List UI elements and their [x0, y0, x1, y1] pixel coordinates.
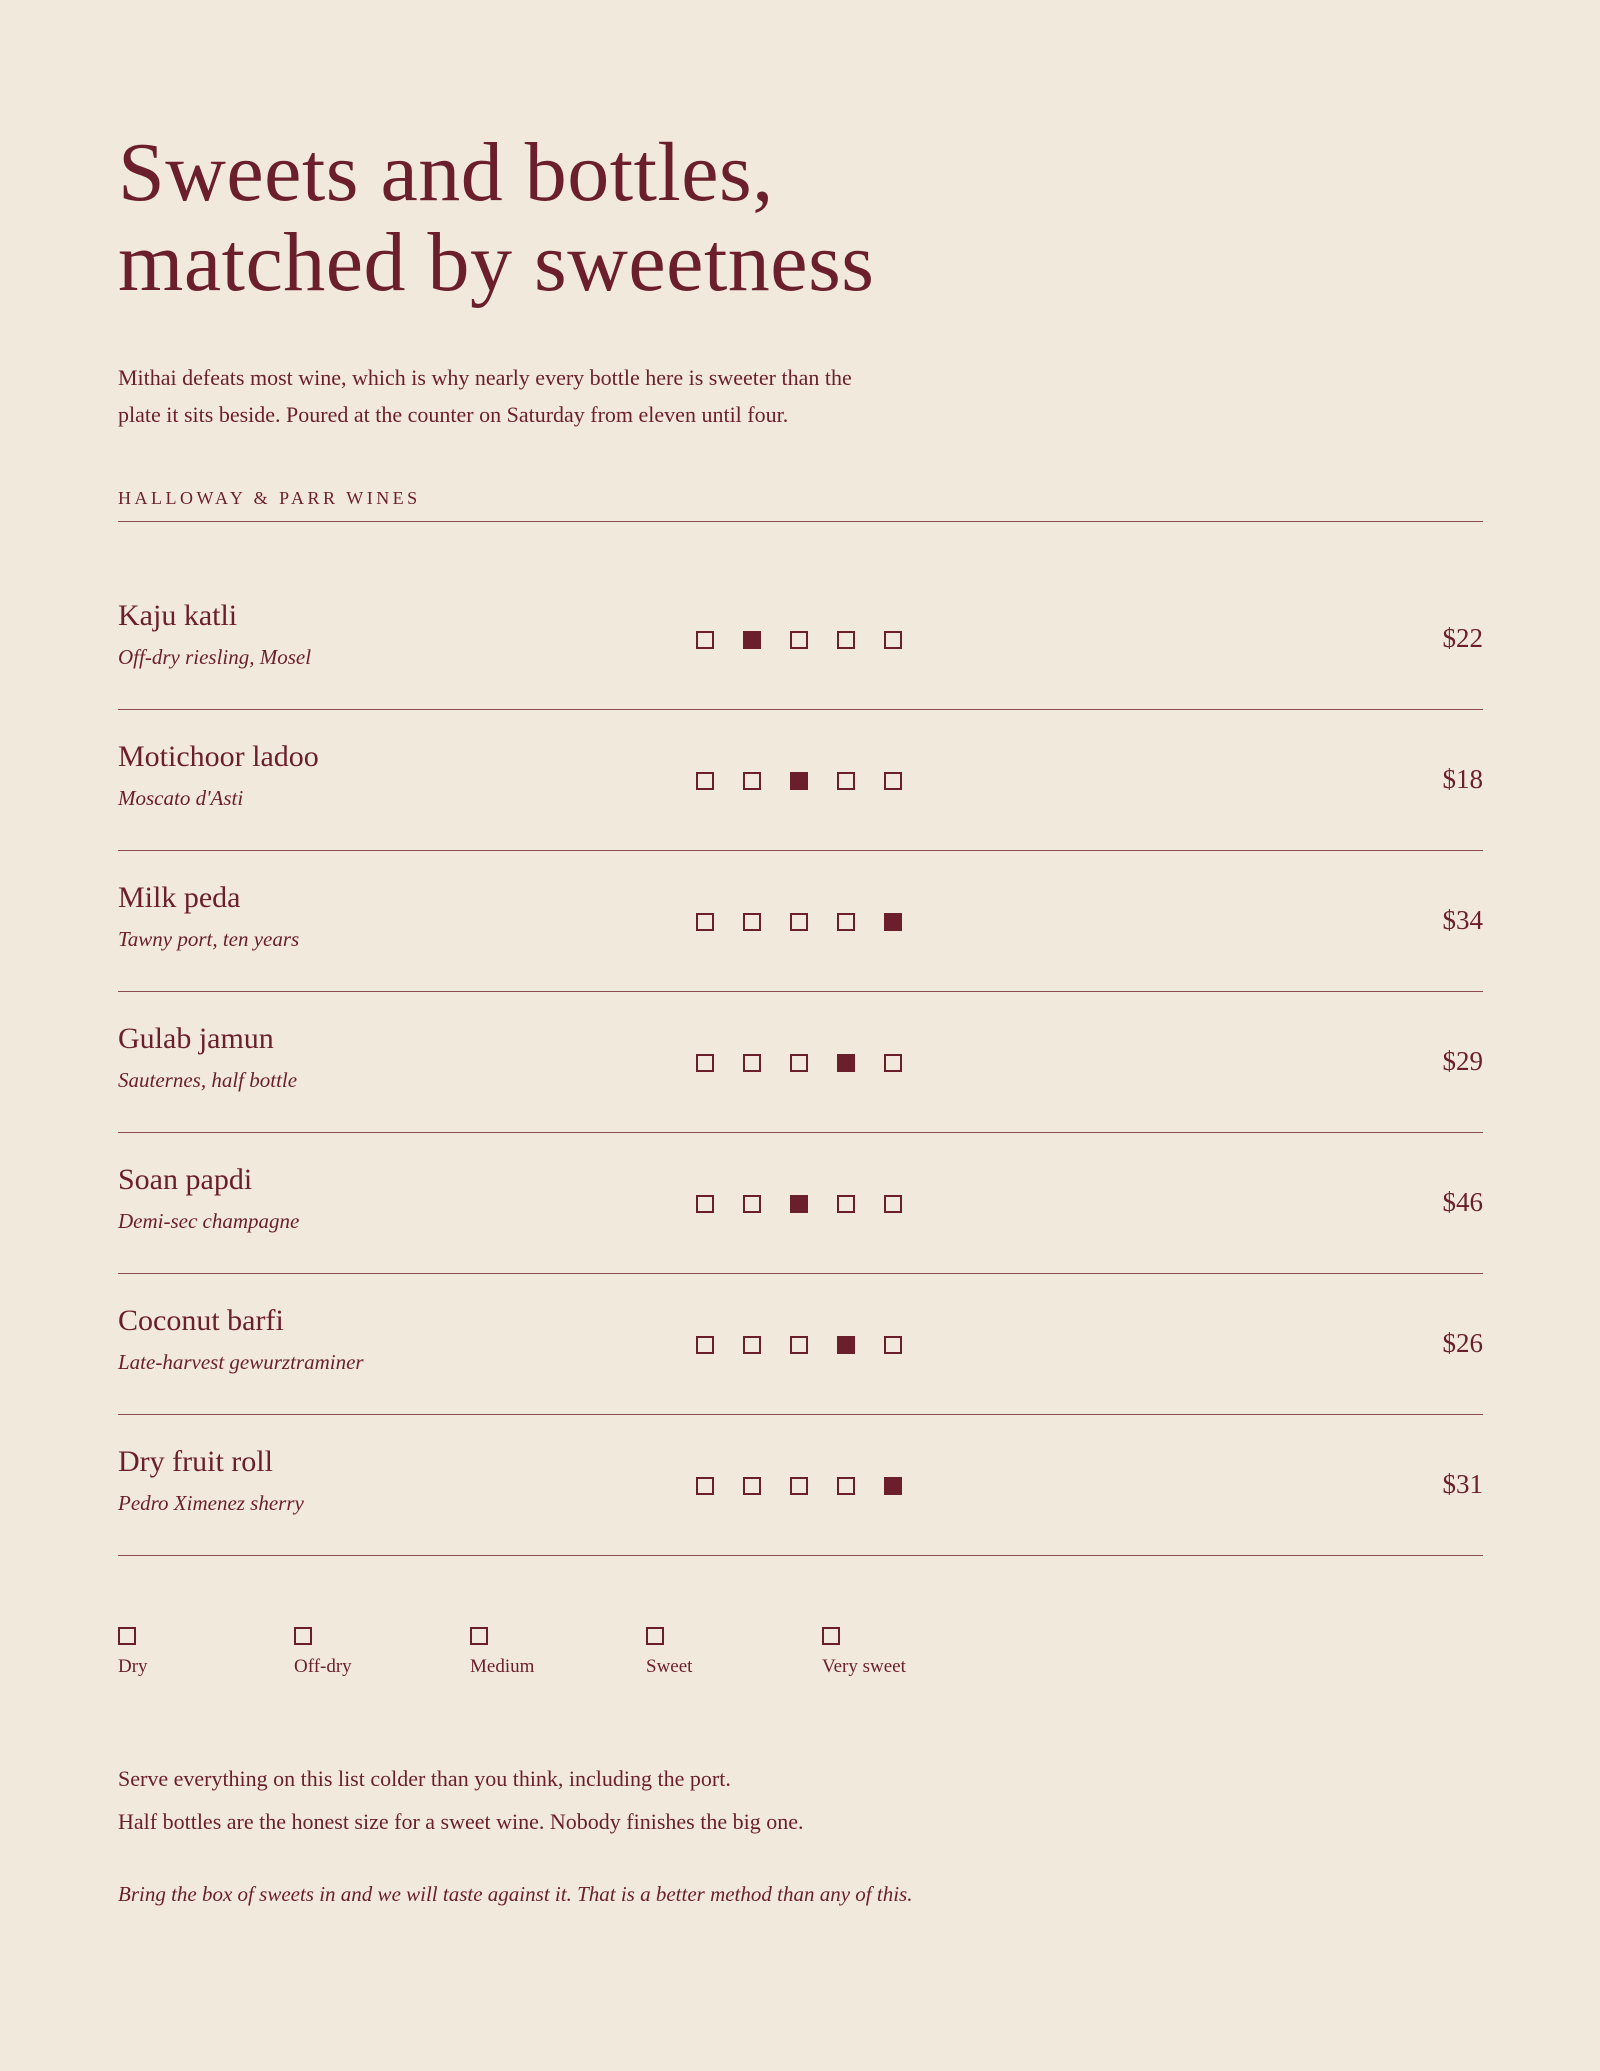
sweetness-marker-filled — [743, 631, 761, 649]
sweet-name: Coconut barfi — [118, 1304, 284, 1337]
sweetness-marker-filled — [790, 1195, 808, 1213]
serving-note-2: Half bottles are the honest size for a sweet wine. Nobody finishes the big one. — [118, 1809, 804, 1834]
wine-name: Pedro Ximenez sherry — [118, 1491, 304, 1515]
sweetness-marker-filled — [884, 913, 902, 931]
sweetness-marker-empty — [790, 631, 808, 649]
legend-label: Sweet — [646, 1656, 693, 1677]
serving-notes — [118, 1757, 803, 1843]
sweetness-marker-empty — [696, 1054, 714, 1072]
sweetness-marker-empty — [743, 1336, 761, 1354]
page-title-line-1: Sweets and bottles, — [118, 126, 774, 219]
wine-name: Tawny port, ten years — [118, 927, 300, 951]
page-title — [118, 128, 874, 308]
pairing-row — [118, 1274, 1483, 1415]
price: $46 — [1442, 1187, 1483, 1217]
legend-item — [646, 1627, 692, 1678]
sweet-name: Dry fruit roll — [118, 1445, 273, 1478]
pairing-list — [118, 522, 1483, 1556]
legend-label: Medium — [470, 1656, 535, 1677]
wine-name: Sauternes, half bottle — [118, 1068, 298, 1092]
sweetness-marker-empty — [743, 772, 761, 790]
sweetness-marker-empty — [790, 1477, 808, 1495]
sweetness-marker-filled — [790, 772, 808, 790]
sweetness-marker-empty — [696, 1336, 714, 1354]
sweet-name: Kaju katli — [118, 599, 238, 632]
price: $34 — [1442, 905, 1483, 935]
sweetness-marker-empty — [696, 913, 714, 931]
closing-note: Bring the box of sweets in and we will taste against it. That is a better method than any of this. — [118, 1882, 913, 1906]
sweetness-marker-empty — [790, 1336, 808, 1354]
sweetness-marker-empty — [743, 1054, 761, 1072]
price: $29 — [1442, 1046, 1483, 1076]
sweetness-marker-empty — [743, 1477, 761, 1495]
sweetness-marker-empty — [837, 913, 855, 931]
sweetness-marker-empty — [696, 631, 714, 649]
sweetness-scale — [696, 913, 931, 931]
sweet-name: Soan papdi — [118, 1163, 253, 1196]
sweetness-marker-empty — [696, 1477, 714, 1495]
sweetness-marker-empty — [884, 1195, 902, 1213]
pairing-row — [118, 522, 1483, 710]
sweetness-marker-empty — [837, 1195, 855, 1213]
sweetness-marker-empty — [884, 772, 902, 790]
page-title-line-2: matched by sweetness — [118, 216, 875, 309]
sweetness-scale — [696, 631, 931, 649]
pairing-row — [118, 1415, 1483, 1556]
sweetness-marker-empty — [884, 1336, 902, 1354]
intro-line-1: Mithai defeats most wine, which is why nearly every bottle here is sweeter than the — [118, 365, 852, 390]
wine-name: Moscato d'Asti — [118, 786, 244, 810]
legend-item — [822, 1627, 906, 1678]
sweetness-legend — [118, 1627, 1118, 1687]
section-kicker: HALLOWAY & PARR WINES — [118, 488, 421, 508]
sweetness-marker-empty — [790, 1054, 808, 1072]
legend-square-icon — [118, 1627, 136, 1645]
legend-label: Off-dry — [294, 1656, 352, 1677]
price: $26 — [1442, 1328, 1483, 1358]
legend-item — [470, 1627, 534, 1678]
legend-square-icon — [822, 1627, 840, 1645]
legend-square-icon — [294, 1627, 312, 1645]
sweetness-marker-filled — [837, 1054, 855, 1072]
legend-label: Dry — [118, 1656, 148, 1677]
sweet-name: Milk peda — [118, 881, 241, 914]
sweetness-marker-filled — [884, 1477, 902, 1495]
sweetness-marker-empty — [837, 1477, 855, 1495]
sweetness-scale — [696, 1054, 931, 1072]
sweetness-scale — [696, 1477, 931, 1495]
price: $22 — [1442, 623, 1483, 653]
sweetness-marker-empty — [790, 913, 808, 931]
pairing-row — [118, 851, 1483, 992]
wine-name: Off-dry riesling, Mosel — [118, 645, 312, 669]
sweetness-scale — [696, 1195, 931, 1213]
pairing-row — [118, 992, 1483, 1133]
sweet-name: Motichoor ladoo — [118, 740, 319, 773]
sweetness-marker-empty — [696, 1195, 714, 1213]
price: $18 — [1442, 764, 1483, 794]
price: $31 — [1442, 1469, 1483, 1499]
sweetness-marker-empty — [837, 772, 855, 790]
sweetness-marker-empty — [884, 631, 902, 649]
legend-square-icon — [470, 1627, 488, 1645]
legend-item — [294, 1627, 352, 1678]
wine-name: Late-harvest gewurztraminer — [118, 1350, 364, 1374]
pairing-row — [118, 1133, 1483, 1274]
legend-item — [118, 1627, 148, 1678]
sweetness-marker-empty — [696, 772, 714, 790]
sweetness-marker-empty — [884, 1054, 902, 1072]
wine-name: Demi-sec champagne — [118, 1209, 300, 1233]
sweetness-marker-empty — [743, 913, 761, 931]
legend-square-icon — [646, 1627, 664, 1645]
sweetness-scale — [696, 1336, 931, 1354]
legend-label: Very sweet — [822, 1656, 906, 1677]
intro-paragraph — [118, 359, 1018, 433]
intro-line-2: plate it sits beside. Poured at the counter on Saturday from eleven until four. — [118, 402, 789, 427]
sweetness-marker-empty — [837, 631, 855, 649]
pairing-row — [118, 710, 1483, 851]
sweetness-marker-empty — [743, 1195, 761, 1213]
sweet-name: Gulab jamun — [118, 1022, 274, 1055]
sweetness-scale — [696, 772, 931, 790]
sweetness-marker-filled — [837, 1336, 855, 1354]
serving-note-1: Serve everything on this list colder than you think, including the port. — [118, 1766, 731, 1791]
